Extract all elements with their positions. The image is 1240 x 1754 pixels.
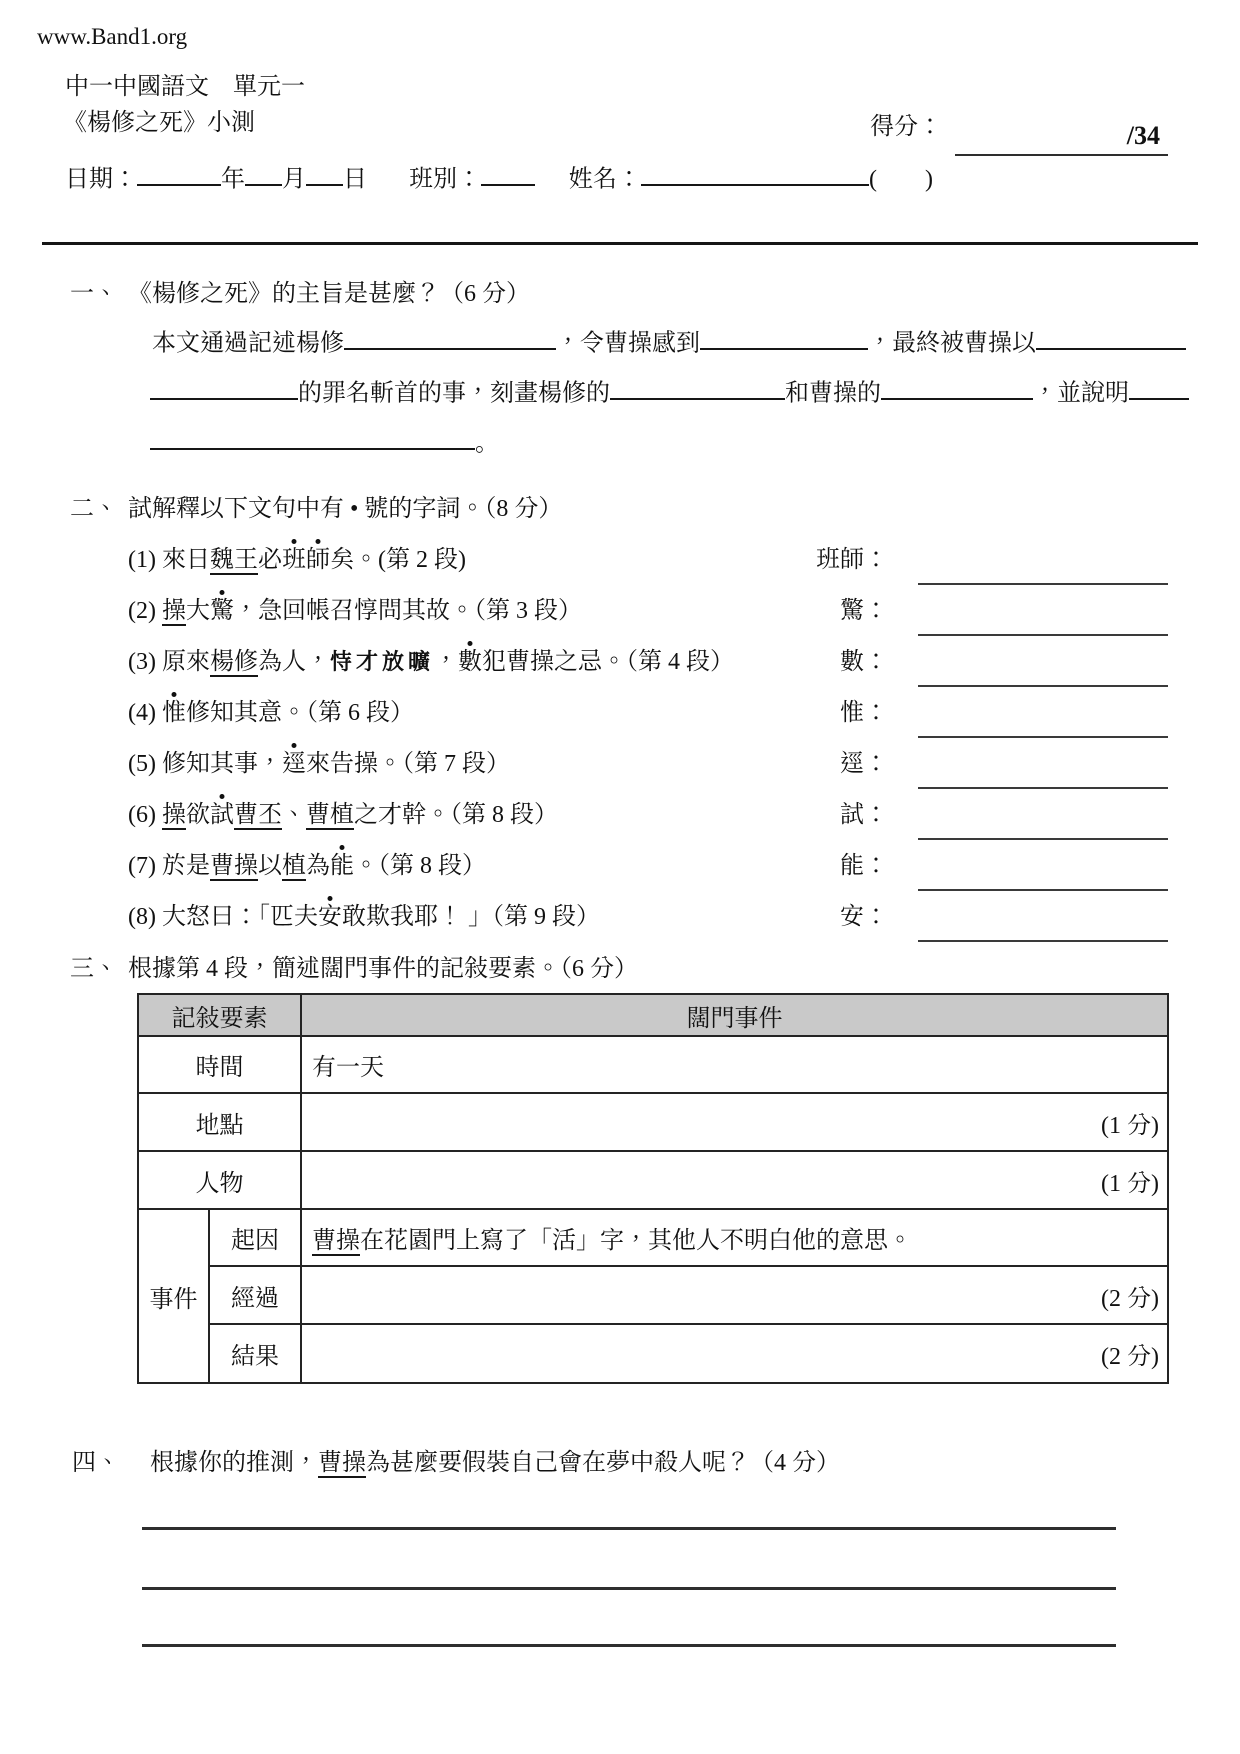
row-content-process [301,1266,1168,1324]
score-label: 得分： [870,114,942,140]
day-label: 日 [343,166,367,193]
row-content-cause [301,1209,1168,1266]
row-label-process: 經過 [209,1266,301,1324]
process-mark: (2 分) [1101,1285,1159,1312]
table-row-place [138,1093,1168,1151]
q2-heading-text: 試解釋以下文句中有 • 號的字詞。（8 分） [128,496,563,522]
q2-sentence: (1) 來日魏王必班師矣。(第 2 段) [128,547,466,573]
q2-sentence: (4) 惟修知其意。（第 6 段） [128,700,414,726]
paper-title: 《楊修之死》小測 [63,110,255,136]
q3-heading [70,954,638,984]
row-label-place: 地點 [138,1093,301,1151]
name-suffix: ( ) [869,166,933,193]
q2-sentence: (5) 修知其事，逕來告操。（第 7 段） [128,751,510,777]
q4-number: 四、 [72,1450,120,1476]
score-blank [955,116,1168,156]
q2-term: 安： [840,904,888,930]
cause-content: 曹操在花園門上寫了「活」字，其他人不明白他的意思。 [312,1228,912,1254]
table-header-row [138,994,1168,1036]
q1-blank-6 [881,374,1033,400]
q1-blank-5 [610,374,785,400]
row-content-time [301,1036,1168,1093]
header-divider [42,242,1198,245]
q3-heading-text: 根據第 4 段，簡述闊門事件的記敍要素。（6 分） [128,956,638,982]
row-label-event: 事件 [138,1209,209,1383]
name-blank [641,160,869,186]
q1-blank-7 [1129,374,1189,400]
place-mark: (1 分) [1101,1112,1159,1139]
q4-heading-text: 根據你的推測，曹操為甚麼要假裝自己會在夢中殺人呢？（4 分） [150,1450,840,1476]
table-row-people [138,1151,1168,1209]
table-row-result [138,1324,1168,1383]
q2-item-6 [0,798,1240,849]
q1-line1 [152,324,1186,358]
date-blank [137,160,221,186]
q2-items [0,543,1240,951]
row-label-cause: 起因 [209,1209,301,1266]
q2-answer-line [918,736,1168,738]
q3-number: 三、 [70,956,118,982]
q4-answer-line-2 [142,1587,1116,1590]
q2-item-2 [0,594,1240,645]
q1-line1-text2: ，令曹操感到 [556,330,700,357]
q2-item-4 [0,696,1240,747]
date-row [65,160,933,194]
q1-line1-text1: 本文通過記述楊修 [152,330,344,357]
row-label-result: 結果 [209,1324,301,1383]
class-label: 班別： [409,166,481,193]
q1-blank-4 [150,374,298,400]
q2-sentence: (8) 大怒曰：「匹夫安敢欺我耶！ 」（第 9 段） [128,904,600,930]
q2-answer-line [918,889,1168,891]
q2-answer-line [918,838,1168,840]
q2-sentence: (3) 原來楊修為人，恃才放曠，數犯曹操之忌。（第 4 段） [128,649,734,675]
narrative-elements-table [137,993,1169,1384]
q1-blank-8 [150,424,475,450]
row-content-place [301,1093,1168,1151]
q2-item-1 [0,543,1240,594]
q2-item-8 [0,900,1240,951]
q2-sentence: (6) 操欲試曹丕、曹植之才幹。（第 8 段） [128,802,558,828]
day-blank [306,160,343,186]
year-label: 年 [221,166,245,193]
people-mark: (1 分) [1101,1170,1159,1197]
row-content-result [301,1324,1168,1383]
q2-term: 班師： [816,547,888,573]
q1-line2-text1: 的罪名斬首的事，刻畫楊修的 [298,380,610,407]
q1-heading [70,279,530,309]
table-row-cause [138,1209,1168,1266]
q1-blank-2 [700,324,868,350]
q2-answer-line [918,583,1168,585]
q1-number: 一、 [70,281,118,307]
col-header-elements: 記敍要素 [138,994,301,1036]
q2-item-3 [0,645,1240,696]
q1-line3-period: 。 [475,430,499,457]
table-row-time [138,1036,1168,1093]
q1-line3 [150,424,499,458]
q2-sentence: (7) 於是曹操以植為能。（第 8 段） [128,853,486,879]
q4-heading [72,1448,840,1478]
q1-blank-3 [1036,324,1186,350]
q4-answer-line-3 [142,1644,1116,1647]
q2-answer-line [918,685,1168,687]
q2-term: 能： [840,853,888,879]
q2-item-5 [0,747,1240,798]
q1-line2-text2: 和曹操的 [785,380,881,407]
table-row-process [138,1266,1168,1324]
date-label: 日期： [65,166,137,193]
q1-blank-1 [344,324,556,350]
q1-line2 [150,374,1189,408]
q2-item-7 [0,849,1240,900]
col-header-event: 闊門事件 [301,994,1168,1036]
month-label: 月 [282,166,306,193]
q2-heading [70,494,562,524]
month-blank [245,160,282,186]
q2-term: 逕： [840,751,888,777]
row-label-time: 時間 [138,1036,301,1093]
class-blank [481,160,535,186]
q2-term: 數： [840,649,888,675]
q1-line2-text3: ，並說明 [1033,380,1129,407]
time-content: 有一天 [312,1055,384,1081]
q2-answer-line [918,940,1168,942]
course-line: 中一中國語文 單元一 [65,74,305,100]
q2-term: 試： [840,802,888,828]
q1-heading-text: 《楊修之死》的主旨是甚麼？（6 分） [128,281,530,307]
q2-sentence: (2) 操大驚，急回帳召惇問其故。（第 3 段） [128,598,582,624]
brand-watermark: www.Band1.org [37,24,188,49]
row-content-people [301,1151,1168,1209]
q2-answer-line [918,787,1168,789]
q2-number: 二、 [70,496,118,522]
q2-term: 驚： [840,598,888,624]
q2-answer-line [918,634,1168,636]
name-label: 姓名： [569,166,641,193]
q2-term: 惟： [840,700,888,726]
q4-answer-line-1 [142,1527,1116,1530]
row-label-people: 人物 [138,1151,301,1209]
q1-line1-text3: ，最終被曹操以 [868,330,1036,357]
result-mark: (2 分) [1101,1344,1159,1370]
score-total: /34 [1126,121,1160,150]
